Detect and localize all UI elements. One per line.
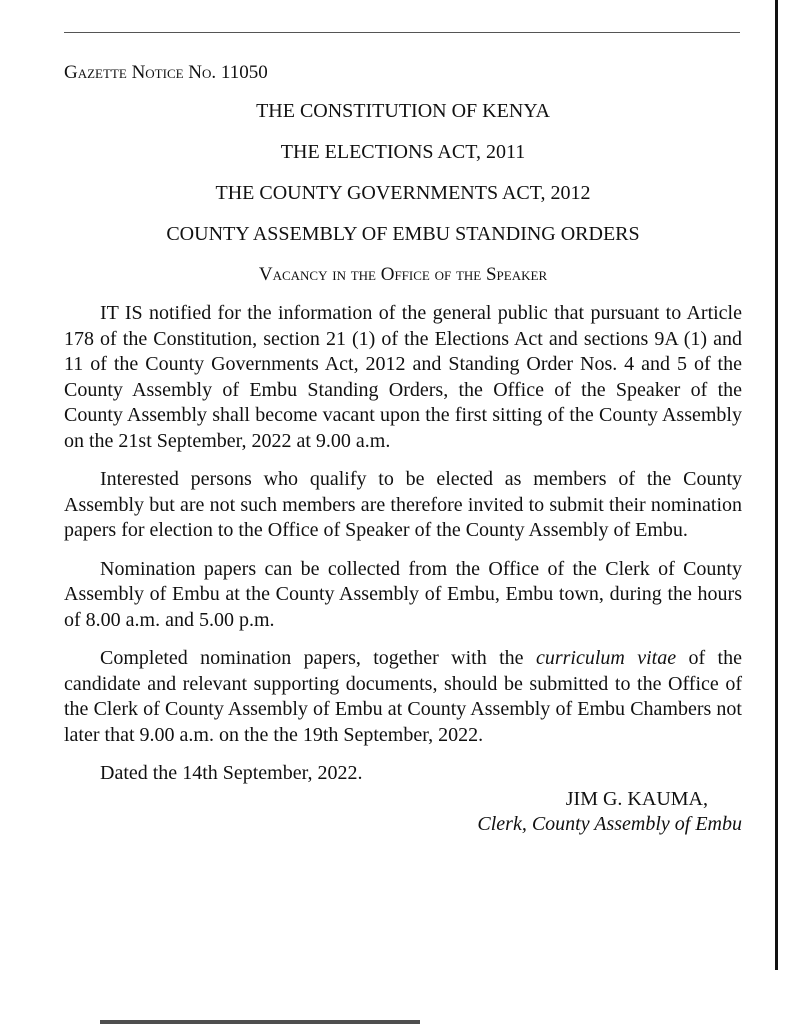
paragraph-collection: Nomination papers can be collected from the Office of the Clerk of County Assembly of Embu at the County Assembly of Embu, Embu town, during the hours of 8.00 a.m. and 5.00 p.m. xyxy=(64,557,742,631)
notice-number-label: Gazette Notice No. xyxy=(64,62,217,83)
submission-text-start: Completed nomination papers, together with the xyxy=(100,647,536,669)
paragraph-submission xyxy=(64,646,742,748)
heading-standing-orders: COUNTY ASSEMBLY OF EMBU STANDING ORDERS xyxy=(166,223,640,245)
signatory-title: Clerk, County Assembly of Embu xyxy=(477,813,742,835)
paragraph-invitation: Interested persons who qualify to be elected as members of the County Assembly but are not such members are therefore invited to submit their nomination papers for election to the Office of Speaker of the County Assembly of Embu. xyxy=(64,468,742,541)
signatory-name: JIM G. KAUMA, xyxy=(565,787,708,810)
notice-number: 11050 xyxy=(220,62,268,83)
submission-text-end: of the candidate and relevant supporting documents, should be submitted to the Office of the Clerk of County Assembly of Embu at County Assembly of Embu Chambers not later that 9.00 a.m. on the the 19th September, 2022. xyxy=(64,647,742,746)
heading-constitution: THE CONSTITUTION OF KENYA xyxy=(256,100,550,122)
right-margin-rule xyxy=(775,0,778,970)
notice-subheading: Vacancy in the Office of the Speaker xyxy=(258,264,548,285)
paragraph-notification: IT IS notified for the information of the general public that pursuant to Article 178 of the Constitution, section 21 (1) of the Elections Act and sections 9A (1) and 11 of the County Governments Act, 2012 and Standing Order Nos. 4 and 5 of the County Assembly of Embu Standing Orders, the Office of the Speaker of the County Assembly shall become vacant upon the first sitting of the County Assembly on the 21st September, 2022 at 9.00 a.m. xyxy=(64,302,742,452)
dated-line: Dated the 14th September, 2022. xyxy=(100,762,363,784)
top-rule xyxy=(64,32,740,33)
heading-elections-act: THE ELECTIONS ACT, 2011 xyxy=(280,141,526,163)
cut-off-next-notice xyxy=(100,1015,420,1024)
heading-county-governments-act: THE COUNTY GOVERNMENTS ACT, 2012 xyxy=(215,182,591,204)
notice-number-line xyxy=(64,60,742,86)
gazette-notice xyxy=(64,60,742,838)
curriculum-vitae-term: curriculum vitae xyxy=(535,647,677,669)
